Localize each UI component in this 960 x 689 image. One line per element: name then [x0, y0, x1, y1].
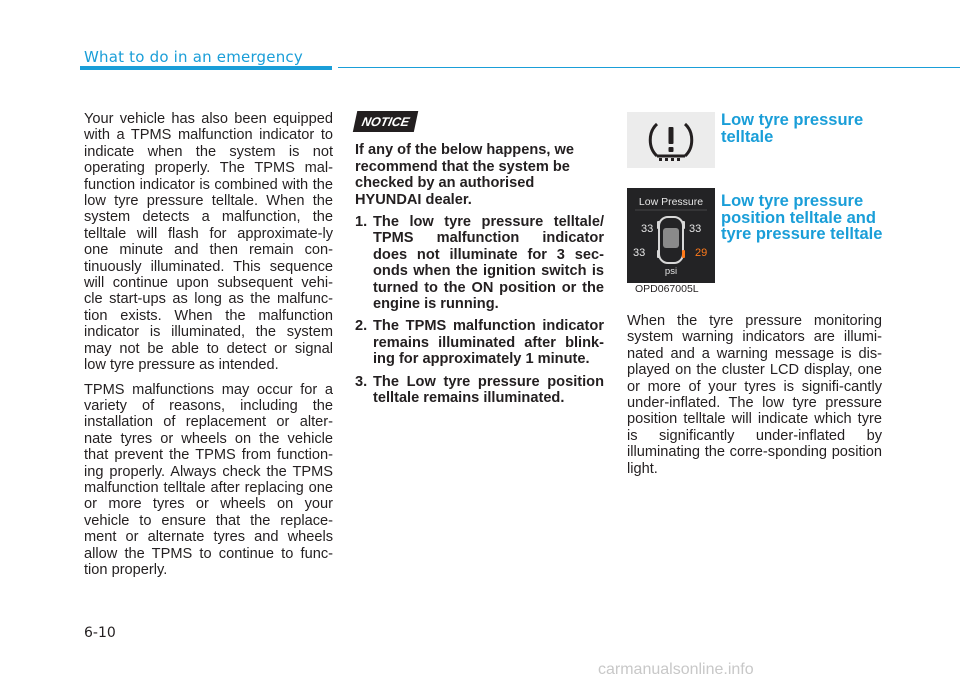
notice-item-number: 3.	[355, 373, 368, 390]
heading-low-tyre-pressure-telltale: Low tyre pressure telltale	[721, 111, 864, 146]
notice-badge: NOTICE	[353, 111, 419, 132]
lcd-title: Low Pressure	[638, 196, 704, 208]
notice-item	[355, 214, 604, 312]
notice-column	[355, 111, 604, 413]
heading-position-telltale: Low tyre pressure position telltale and tyre pressure telltale	[721, 192, 883, 243]
notice-intro: If any of the below happens, we recommend that the system be checked by an authorised HYUNDAI dealer.	[355, 142, 574, 208]
notice-item-text: The low tyre pressure telltale/ TPMS malfunction indicator does not illuminate for 3 sec-onds when the ignition switch is turned to the ON position or the engine is running.	[373, 214, 604, 313]
lcd-front-right-value: 33	[689, 223, 702, 235]
tyre-pressure-warning-icon	[627, 112, 715, 168]
cluster-lcd-display	[627, 188, 715, 283]
tyre-pressure-lcd-graphic	[627, 188, 715, 283]
left-paragraph-1: Your vehicle has also been equipped with a TPMS malfunction indicator to indicate when the system is not operating properly. The TPMS mal-function indicator is combined with the low tyre pressure telltale. When the system detects a malfunction, the telltale will flash for approximate-ly one minute and then remain con-tinuously illuminated. This sequence will continue upon subsequent vehi-cle start-ups as long as the malfunc-tion exists. When the malfunction indicator is illuminated, the system may not be able to detect or signal low tyre pressure as intended.	[84, 111, 333, 374]
section-title: What to do in an emergency	[84, 48, 303, 66]
image-caption: OPD067005L	[635, 283, 699, 295]
notice-item-text: The TPMS malfunction indicator remains illuminated after blink-ing for approximately 1 minute.	[373, 318, 604, 368]
lcd-rear-left-value: 33	[633, 247, 646, 259]
header-rule-thick	[80, 66, 332, 70]
lcd-rear-right-value: 29	[695, 247, 708, 259]
header-rule-thin	[338, 67, 960, 68]
left-column	[84, 111, 333, 586]
car-top-view-icon	[657, 217, 685, 263]
notice-item	[355, 374, 604, 407]
notice-item-text: The Low tyre pressure position telltale remains illuminated.	[373, 373, 604, 407]
left-paragraph-2: TPMS malfunctions may occur for a variety of reasons, including the installation of replacement or alter-nate tyres or wheels on the vehicle that prevent the TPMS from function-ing properly. Always check the TPMS malfunction telltale after replacing one or more tyres or wheels on your vehicle to ensure that the replace-ment or alternate tyres and wheels allow the TPMS to continue to func-tion properly.	[84, 381, 333, 578]
watermark: carmanualsonline.info	[598, 661, 754, 678]
notice-item	[355, 318, 604, 367]
right-body-text: When the tyre pressure monitoring system warning indicators are illumi-nated and a warning message is dis-played on the cluster LCD display, one or more of your tyres is signifi-cantly under-inflated. The low tyre pressure position telltale will indicate which tyre is significantly under-inflated by illuminating the corre-sponding position light.	[627, 313, 882, 477]
low-tyre-pressure-telltale-image	[627, 112, 715, 168]
notice-item-number: 1.	[355, 214, 368, 231]
lcd-front-left-value: 33	[641, 223, 654, 235]
notice-list	[355, 214, 604, 406]
lcd-unit: psi	[664, 266, 678, 277]
page-number: 6-10	[84, 625, 116, 641]
notice-item-number: 2.	[355, 318, 368, 335]
